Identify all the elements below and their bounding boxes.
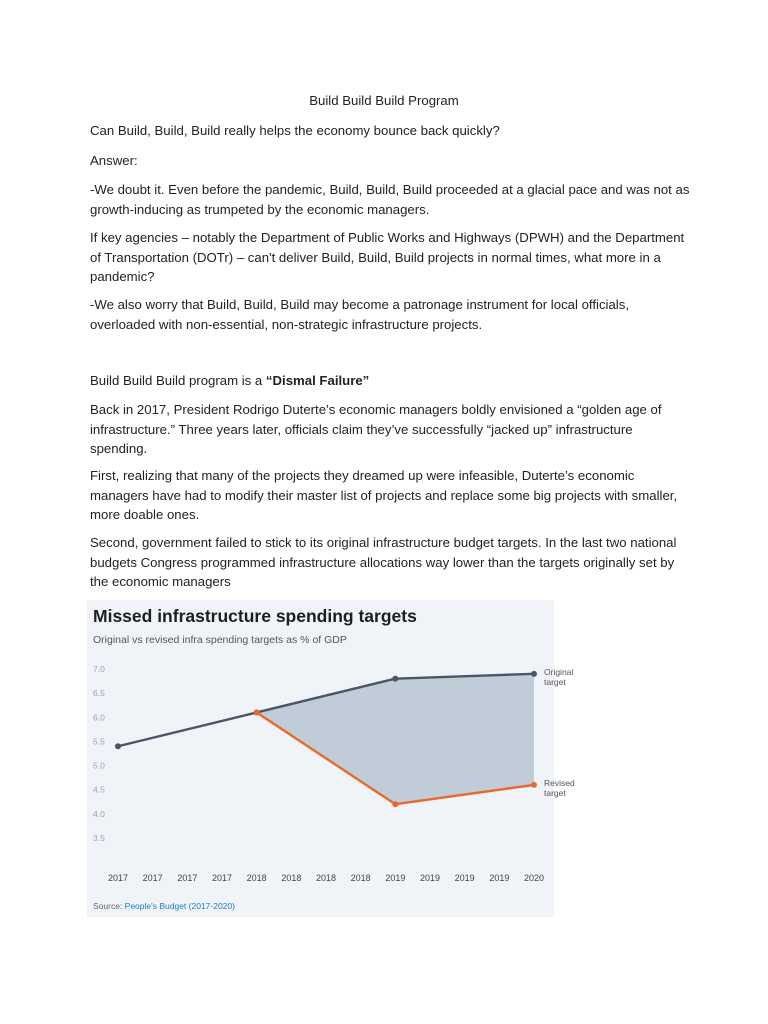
revised-target-point — [392, 801, 398, 807]
paragraph-key-agencies: If key agencies – notably the Department of Public Works and Highways (DPWH) and the Department of Transportation (DOTr) – can't deliver Build, Build, Build projects in normal times, what more in a pandemic? — [90, 230, 685, 285]
y-tick-label: 6.5 — [93, 688, 105, 699]
original-target-point — [115, 743, 121, 749]
x-tick-label: 2017 — [107, 873, 129, 883]
revised-target-point — [254, 709, 260, 715]
x-tick-label: 2020 — [523, 873, 545, 883]
paragraph-golden-age: Back in 2017, President Rodrigo Duterte’s economic managers boldly envisioned a “golden age of infrastructure.” Three years later, officials claim they’ve successfully “jacked up” infrastructure spending. — [90, 402, 662, 457]
chart-subtitle: Original vs revised infra spending targets as % of GDP — [93, 634, 347, 646]
section-heading — [90, 371, 690, 391]
x-tick-label: 2017 — [211, 873, 233, 883]
x-tick-label: 2018 — [281, 873, 302, 883]
chart-source — [93, 901, 235, 911]
paragraph-doubt: -We doubt it. Even before the pandemic, Build, Build, Build proceeded at a glacial pace and was not as growth-inducing as trumpeted by the economic managers. — [90, 182, 690, 217]
x-tick-label: 2019 — [489, 873, 510, 883]
y-tick-label: 3.5 — [93, 833, 105, 843]
section-heading-prefix: Build Build Build program is a — [90, 373, 266, 388]
document-title: Build Build Build Program — [309, 93, 459, 108]
x-tick-label: 2017 — [142, 873, 163, 883]
paragraph-first: First, realizing that many of the projects they dreamed up were infeasible, Duterte’s economic managers have had to modify their master list of projects and replace some big projects with smaller, more doable ones. — [90, 468, 678, 523]
chart-source-prefix: Source: — [93, 901, 125, 911]
paragraph-patronage: -We also worry that Build, Build, Build may become a patronage instrument for local officials, overloaded with non-essential, non-strategic infrastructure projects. — [90, 297, 629, 332]
y-tick-label: 7.0 — [93, 664, 105, 674]
y-tick-label: 5.0 — [93, 760, 105, 771]
x-tick-label: 2018 — [315, 873, 337, 883]
infrastructure-chart — [87, 600, 575, 917]
y-tick-label: 4.0 — [93, 808, 105, 819]
revised-target-label: Revised target — [544, 777, 575, 798]
chart-source-link[interactable]: People's Budget (2017-2020) — [124, 901, 235, 911]
x-tick-label: 2019 — [454, 873, 475, 883]
answer-label: Answer: — [90, 153, 138, 168]
original-target-point — [531, 671, 537, 677]
revised-target-point — [531, 782, 537, 788]
y-tick-label: 6.0 — [93, 712, 105, 723]
y-tick-label: 4.5 — [93, 784, 105, 795]
chart-plot — [87, 600, 575, 917]
x-tick-label: 2019 — [385, 873, 406, 883]
x-tick-label: 2019 — [419, 873, 441, 883]
y-tick-label: 5.5 — [93, 736, 105, 747]
question-text: Can Build, Build, Build really helps the economy bounce back quickly? — [90, 123, 500, 138]
original-target-label: Original target — [544, 666, 574, 687]
x-tick-label: 2017 — [177, 873, 198, 883]
x-tick-label: 2018 — [246, 873, 267, 883]
original-target-point — [392, 676, 398, 682]
chart-title: Missed infrastructure spending targets — [93, 606, 417, 626]
x-tick-label: 2018 — [350, 873, 371, 883]
section-heading-emphasis: “Dismal Failure” — [265, 373, 370, 388]
paragraph-second: Second, government failed to stick to its original infrastructure budget targets. In the last two national budgets Congress programmed infrastructure allocations way lower than the targets originally set by the economic managers — [90, 535, 677, 590]
